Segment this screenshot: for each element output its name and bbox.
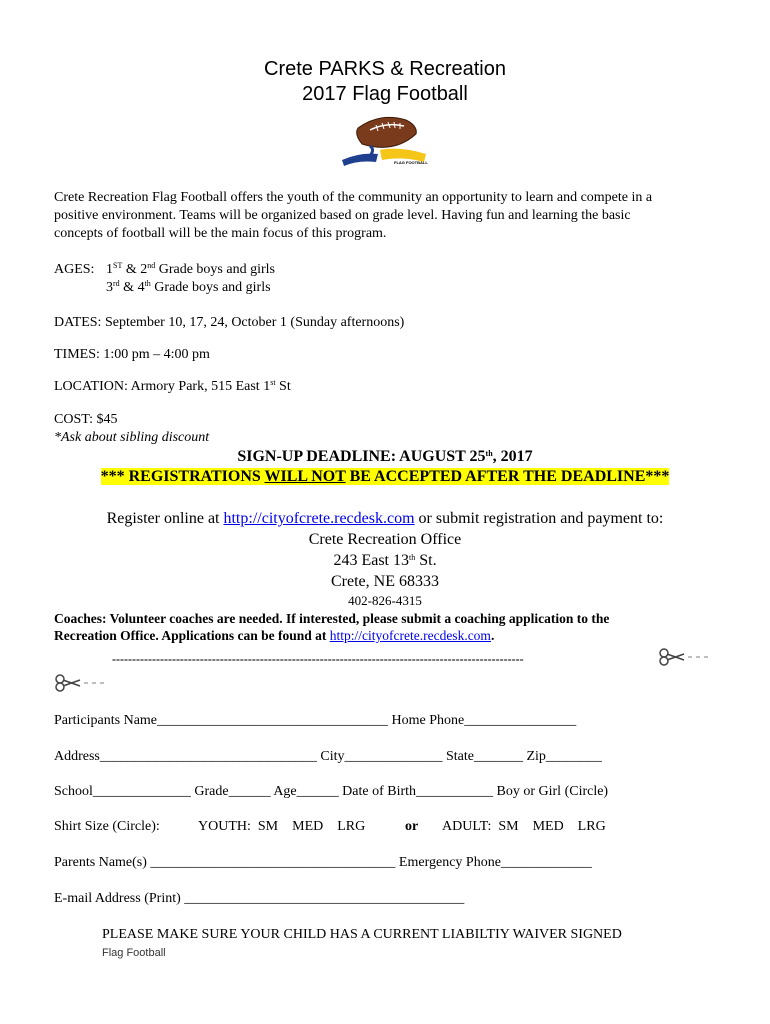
or-text: or	[405, 819, 419, 834]
page-title: Crete PARKS & Recreation	[264, 58, 506, 80]
office-street: 243 East 13th St.	[333, 552, 437, 569]
ages-label: AGES:	[54, 262, 95, 277]
office-city: Crete, NE 68333	[331, 573, 439, 590]
location-line: LOCATION: Armory Park, 515 East 1st St	[54, 378, 291, 394]
email-field[interactable]: E-mail Address (Print) ________________________________________	[54, 891, 465, 906]
deadline-warning-highlight: *** REGISTRATIONS WILL NOT BE ACCEPTED AFTER THE DEADLINE***	[100, 468, 670, 485]
cut-line: -------------------------------------------------------------------------------------------------------	[112, 652, 524, 666]
scissors-icon-left	[54, 674, 110, 697]
deadline-warning	[0, 467, 770, 487]
page-subtitle: 2017 Flag Football	[302, 83, 468, 105]
address-field[interactable]: Address_______________________________ City______________ State_______ Zip________	[54, 749, 602, 764]
intro-line-2: positive environment. Teams will be organized based on grade level. Having fun and learning the basic	[54, 208, 631, 223]
scissors-icon	[658, 648, 714, 671]
adult-size-options[interactable]: ADULT: SM MED LRG	[442, 819, 606, 834]
signup-deadline: SIGN-UP DEADLINE: AUGUST 25th, 2017	[237, 448, 533, 465]
waiver-notice: PLEASE MAKE SURE YOUR CHILD HAS A CURRENT LIABILTIY WAIVER SIGNED	[102, 927, 622, 942]
participant-name-field[interactable]: Participants Name_________________________________ Home Phone________________	[54, 713, 577, 728]
youth-size-options[interactable]: YOUTH: SM MED LRG	[198, 819, 366, 834]
footer-label: Flag Football	[102, 947, 166, 959]
school-field[interactable]: School______________ Grade______ Age______ Date of Birth___________ Boy or Girl (Circle)	[54, 784, 609, 799]
office-name: Crete Recreation Office	[308, 531, 462, 548]
coaches-line-1: Coaches: Volunteer coaches are needed. If interested, please submit a coaching application to the	[54, 611, 610, 626]
register-link[interactable]: http://cityofcrete.recdesk.com	[223, 510, 415, 527]
ages-row-1: 1ST & 2nd Grade boys and girls	[106, 261, 275, 277]
logo-caption: FLAG FOOTBALL	[394, 160, 428, 165]
sibling-discount-note: *Ask about sibling discount	[54, 430, 210, 445]
office-phone: 402-826-4315	[348, 593, 422, 608]
intro-line-3: concepts of football will be the main focus of this program.	[54, 226, 387, 241]
coaches-link[interactable]: http://cityofcrete.recdesk.com	[329, 628, 491, 643]
register-line: Register online at http://cityofcrete.recdesk.com or submit registration and payment to:	[106, 510, 664, 527]
dates-line: DATES: September 10, 17, 24, October 1 (Sunday afternoons)	[54, 315, 405, 330]
intro-line-1: Crete Recreation Flag Football offers the youth of the community an opportunity to learn and compete in a	[54, 190, 653, 205]
times-line: TIMES: 1:00 pm – 4:00 pm	[54, 347, 210, 362]
ages-row-2: 3rd & 4th Grade boys and girls	[106, 279, 271, 295]
coaches-line-2: Recreation Office. Applications can be found at http://cityofcrete.recdesk.com.	[54, 628, 495, 643]
shirt-size-label: Shirt Size (Circle):	[54, 819, 160, 834]
parents-name-field[interactable]: Parents Name(s) ___________________________________ Emergency Phone_____________	[54, 855, 592, 870]
cost-line: COST: $45	[54, 412, 118, 427]
